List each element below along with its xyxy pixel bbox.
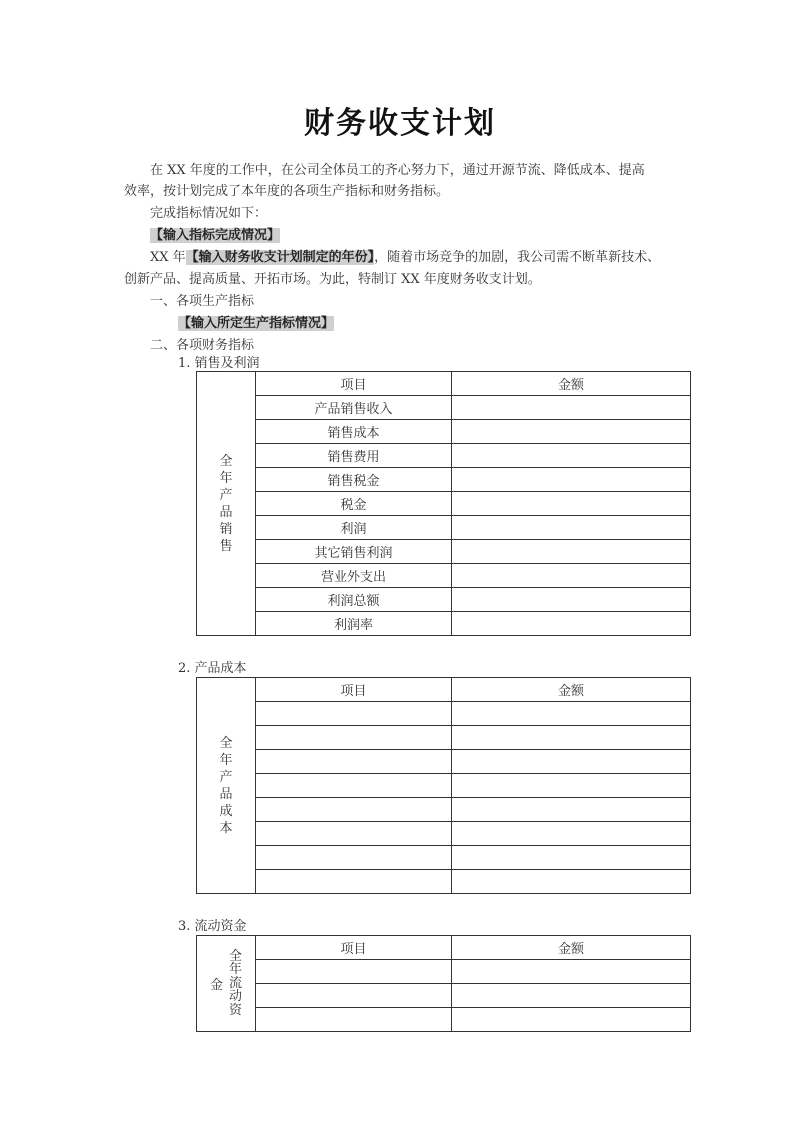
row-item: 税金 — [256, 492, 452, 516]
amount-cell[interactable] — [452, 588, 691, 612]
table-row — [197, 540, 691, 564]
amount-cell[interactable] — [452, 960, 691, 984]
item-cell[interactable] — [256, 960, 452, 984]
table-row — [197, 960, 691, 984]
row-item: 其它销售利润 — [256, 540, 452, 564]
item-cell[interactable] — [256, 984, 452, 1008]
amount-cell[interactable] — [452, 702, 691, 726]
amount-cell[interactable] — [452, 612, 691, 636]
row-item: 利润率 — [256, 612, 452, 636]
item-cell[interactable] — [256, 822, 452, 846]
row-item: 营业外支出 — [256, 564, 452, 588]
table-row — [197, 564, 691, 588]
amount-cell[interactable] — [452, 984, 691, 1008]
table-row — [197, 492, 691, 516]
amount-cell[interactable] — [452, 846, 691, 870]
sales-table-heading: 1. 销售及利润 — [178, 356, 260, 371]
section-1-heading: 一、各项生产指标 — [150, 294, 255, 309]
table-row — [197, 726, 691, 750]
row-item: 销售税金 — [256, 468, 452, 492]
item-cell[interactable] — [256, 774, 452, 798]
amount-cell[interactable] — [452, 444, 691, 468]
fund-side-left-char: 金 — [209, 978, 223, 993]
table-row — [197, 396, 691, 420]
amount-cell[interactable] — [452, 420, 691, 444]
placeholder-line-3 — [178, 313, 334, 335]
table-row — [197, 516, 691, 540]
amount-cell[interactable] — [452, 774, 691, 798]
product-cost-table — [196, 677, 691, 894]
row-item: 销售费用 — [256, 444, 452, 468]
table-row — [197, 588, 691, 612]
item-cell[interactable] — [256, 870, 452, 894]
paragraph-3-suffix: ，随着市场竞争的加剧，我公司需不断革新技术、 — [374, 250, 661, 265]
sales-table-header — [197, 372, 691, 396]
amount-cell[interactable] — [452, 492, 691, 516]
fund-side-label: 金 全 年 流 动 资 — [197, 936, 256, 1032]
row-item: 利润总额 — [256, 588, 452, 612]
header-item: 项目 — [256, 372, 452, 396]
row-item: 产品销售收入 — [256, 396, 452, 420]
placeholder-indicator-completion[interactable]: 【输入指标完成情况】 — [150, 228, 281, 243]
item-cell[interactable] — [256, 846, 452, 870]
table-row — [197, 420, 691, 444]
amount-cell[interactable] — [452, 540, 691, 564]
header-amount: 金额 — [452, 936, 691, 960]
table-row — [197, 984, 691, 1008]
cost-table-heading: 2. 产品成本 — [178, 661, 247, 676]
cost-table-header — [197, 678, 691, 702]
table-row — [197, 468, 691, 492]
sales-profit-table — [196, 371, 691, 636]
paragraph-3-prefix: XX 年 — [150, 250, 186, 265]
paragraph-1-line-2: 效率，按计划完成了本年度的各项生产指标和财务指标。 — [124, 184, 450, 199]
amount-cell[interactable] — [452, 396, 691, 420]
placeholder-production-targets[interactable]: 【输入所定生产指标情况】 — [178, 316, 335, 331]
cost-side-label: 全 年 产 品 成 本 — [197, 678, 256, 894]
amount-cell[interactable] — [452, 870, 691, 894]
item-cell[interactable] — [256, 726, 452, 750]
placeholder-line-1 — [150, 225, 280, 247]
page-title: 财务收支计划 — [304, 106, 496, 141]
table-row — [197, 750, 691, 774]
item-cell[interactable] — [256, 702, 452, 726]
paragraph-3-line-2: 创新产品、提高质量、开拓市场。为此，特制订 XX 年度财务收支计划。 — [124, 272, 541, 287]
fund-table-heading: 3. 流动资金 — [178, 919, 247, 934]
amount-cell[interactable] — [452, 468, 691, 492]
table-row — [197, 702, 691, 726]
sales-side-label: 全 年 产 品 销 售 — [197, 372, 256, 636]
row-item: 销售成本 — [256, 420, 452, 444]
table-row — [197, 612, 691, 636]
amount-cell[interactable] — [452, 726, 691, 750]
amount-cell[interactable] — [452, 750, 691, 774]
amount-cell[interactable] — [452, 564, 691, 588]
section-2-heading: 二、各项财务指标 — [150, 338, 255, 353]
amount-cell[interactable] — [452, 822, 691, 846]
table-row — [197, 798, 691, 822]
item-cell[interactable] — [256, 1008, 452, 1032]
item-cell[interactable] — [256, 798, 452, 822]
working-capital-table — [196, 935, 691, 1032]
header-item: 项目 — [256, 936, 452, 960]
row-item: 利润 — [256, 516, 452, 540]
placeholder-plan-year[interactable]: 【输入财务收支计划制定的年份】 — [185, 250, 375, 265]
item-cell[interactable] — [256, 750, 452, 774]
amount-cell[interactable] — [452, 516, 691, 540]
table-row — [197, 822, 691, 846]
table-row — [197, 1008, 691, 1032]
table-row — [197, 846, 691, 870]
table-row — [197, 774, 691, 798]
amount-cell[interactable] — [452, 798, 691, 822]
table-row — [197, 870, 691, 894]
header-item: 项目 — [256, 678, 452, 702]
table-row — [197, 444, 691, 468]
header-amount: 金额 — [452, 372, 691, 396]
header-amount: 金额 — [452, 678, 691, 702]
fund-table-header — [197, 936, 691, 960]
paragraph-2: 完成指标情况如下： — [150, 206, 268, 221]
amount-cell[interactable] — [452, 1008, 691, 1032]
paragraph-3-line-1 — [150, 247, 660, 269]
paragraph-1-line-1: 在 XX 年度的工作中，在公司全体员工的齐心努力下，通过开源节流、降低成本、提高 — [150, 163, 645, 178]
